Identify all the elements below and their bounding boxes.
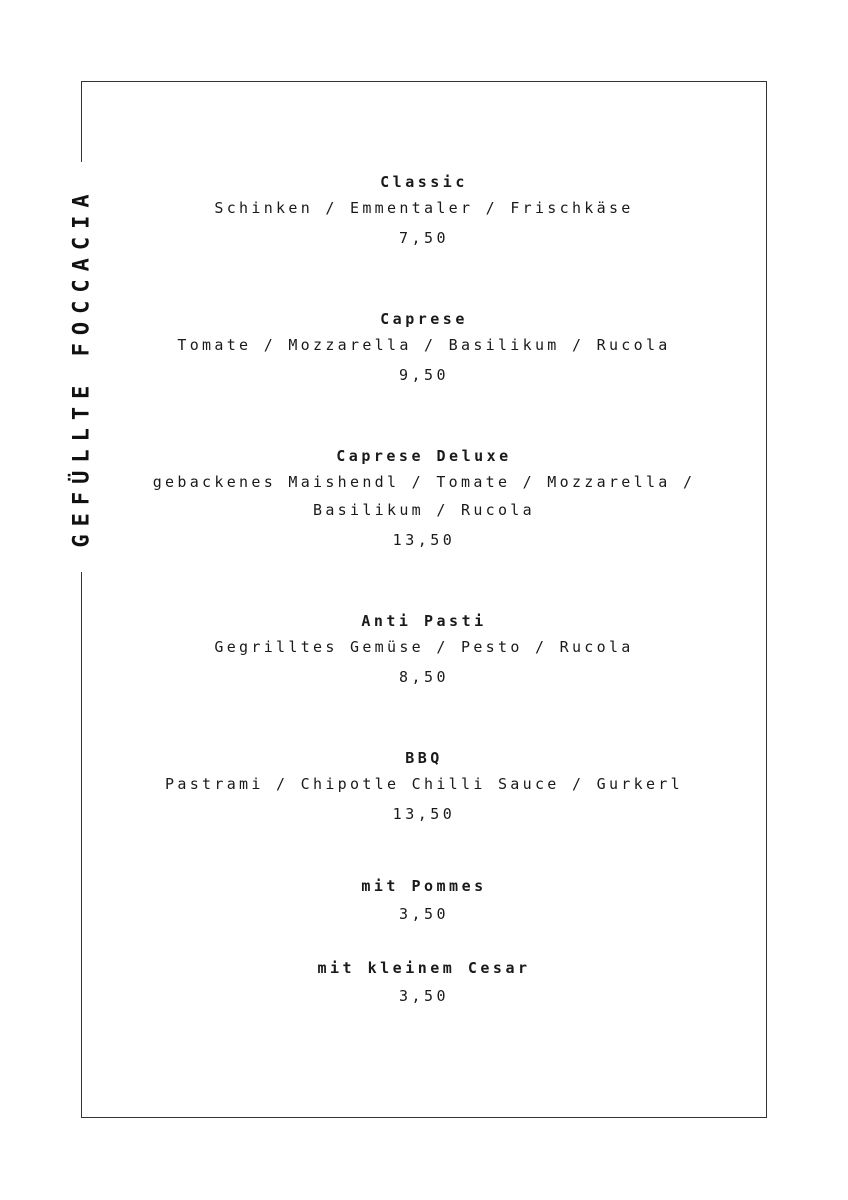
item-description: Gegrilltes Gemüse / Pesto / Rucola — [214, 638, 634, 656]
side-title-container — [68, 162, 96, 572]
extra-price: 3,50 — [398, 905, 450, 923]
menu-item-caprese-deluxe — [110, 444, 738, 554]
item-description: Schinken / Emmentaler / Frischkäse — [214, 199, 634, 217]
extra-price: 3,50 — [398, 987, 450, 1005]
menu-item-caprese — [110, 307, 738, 389]
item-price: 13,50 — [392, 531, 456, 549]
item-name: Caprese Deluxe — [336, 447, 512, 465]
extra-name: mit Pommes — [361, 877, 487, 895]
extra-name: mit kleinem Cesar — [317, 959, 531, 977]
section-title: GEFÜLLTE FOCCACIA — [69, 186, 95, 548]
menu-item-bbq — [110, 746, 738, 828]
menu-item-anti-pasti — [110, 609, 738, 691]
menu-item-classic — [110, 170, 738, 252]
item-name: BBQ — [405, 749, 443, 767]
extra-item-cesar — [110, 956, 738, 1010]
item-price: 7,50 — [398, 229, 450, 247]
item-price: 13,50 — [392, 805, 456, 823]
item-name: Classic — [380, 173, 468, 191]
item-description: Tomate / Mozzarella / Basilikum / Rucola — [177, 336, 671, 354]
extra-item-pommes — [110, 874, 738, 928]
menu-list — [110, 170, 738, 1010]
item-description: gebackenes Maishendl / Tomate / Mozzarella / Basilikum / Rucola — [152, 473, 696, 519]
item-description: Pastrami / Chipotle Chilli Sauce / Gurkerl — [165, 775, 683, 793]
item-name: Anti Pasti — [361, 612, 487, 630]
item-price: 8,50 — [398, 668, 450, 686]
item-name: Caprese — [380, 310, 468, 328]
item-price: 9,50 — [398, 366, 450, 384]
